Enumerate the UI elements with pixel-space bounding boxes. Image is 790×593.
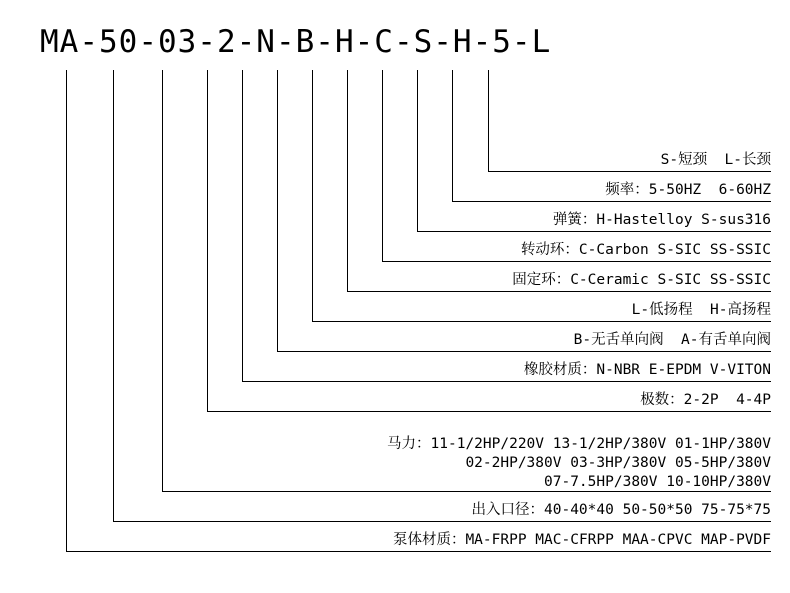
model-code-text: MA-50-03-2-N-B-H-C-S-H-5-L — [40, 24, 552, 60]
leader-hline-9 — [207, 411, 771, 412]
spec-label-2: 频率：5-50HZ 6-60HZ — [605, 182, 771, 198]
spec-label-8: 橡胶材质：N-NBR E-EPDM V-VITON — [523, 362, 771, 378]
spec-label-9: 极数：2-2P 4-4P — [640, 392, 771, 408]
spec-label-5: 固定环：C-Ceramic S-SIC SS-SSIC — [512, 272, 771, 288]
leader-vline-7 — [277, 70, 278, 351]
leader-hline-11 — [113, 521, 771, 522]
leader-vline-11 — [113, 70, 114, 521]
spec-label-6: L-低扬程 H-高扬程 — [631, 302, 771, 318]
leader-hline-7 — [277, 351, 771, 352]
spec-label-11: 出入口径：40-40*40 50-50*50 75-75*75 — [471, 502, 771, 518]
leader-vline-9 — [207, 70, 208, 411]
leader-hline-1 — [488, 171, 771, 172]
leader-vline-5 — [347, 70, 348, 291]
leader-hline-10 — [162, 491, 771, 492]
leader-vline-8 — [242, 70, 243, 381]
leader-hline-4 — [382, 261, 771, 262]
leader-hline-3 — [417, 231, 771, 232]
leader-vline-6 — [312, 70, 313, 321]
spec-label-10-line-1: 马力：11-1/2HP/220V 13-1/2HP/380V 01-1HP/380V — [387, 436, 771, 452]
leader-vline-4 — [382, 70, 383, 261]
leader-vline-12 — [66, 70, 67, 551]
spec-label-7: B-无舌单向阀 A-有舌单向阀 — [573, 332, 771, 348]
leader-hline-8 — [242, 381, 771, 382]
spec-label-1: S-短颈 L-长颈 — [660, 152, 771, 168]
leader-hline-6 — [312, 321, 771, 322]
leader-hline-5 — [347, 291, 771, 292]
spec-label-4: 转动环：C-Carbon S-SIC SS-SSIC — [520, 242, 771, 258]
leader-hline-12 — [66, 551, 771, 552]
spec-label-10-line-2: 02-2HP/380V 03-3HP/380V 05-5HP/380V — [465, 455, 771, 471]
spec-label-3: 弹簧：H-Hastelloy S-sus316 — [552, 212, 771, 228]
leader-vline-10 — [162, 70, 163, 491]
spec-label-10-line-3: 07-7.5HP/380V 10-10HP/380V — [544, 474, 771, 490]
leader-vline-3 — [417, 70, 418, 231]
spec-label-12: 泵体材质：MA-FRPP MAC-CFRPP MAA-CPVC MAP-PVDF — [392, 532, 771, 548]
leader-hline-2 — [452, 201, 771, 202]
